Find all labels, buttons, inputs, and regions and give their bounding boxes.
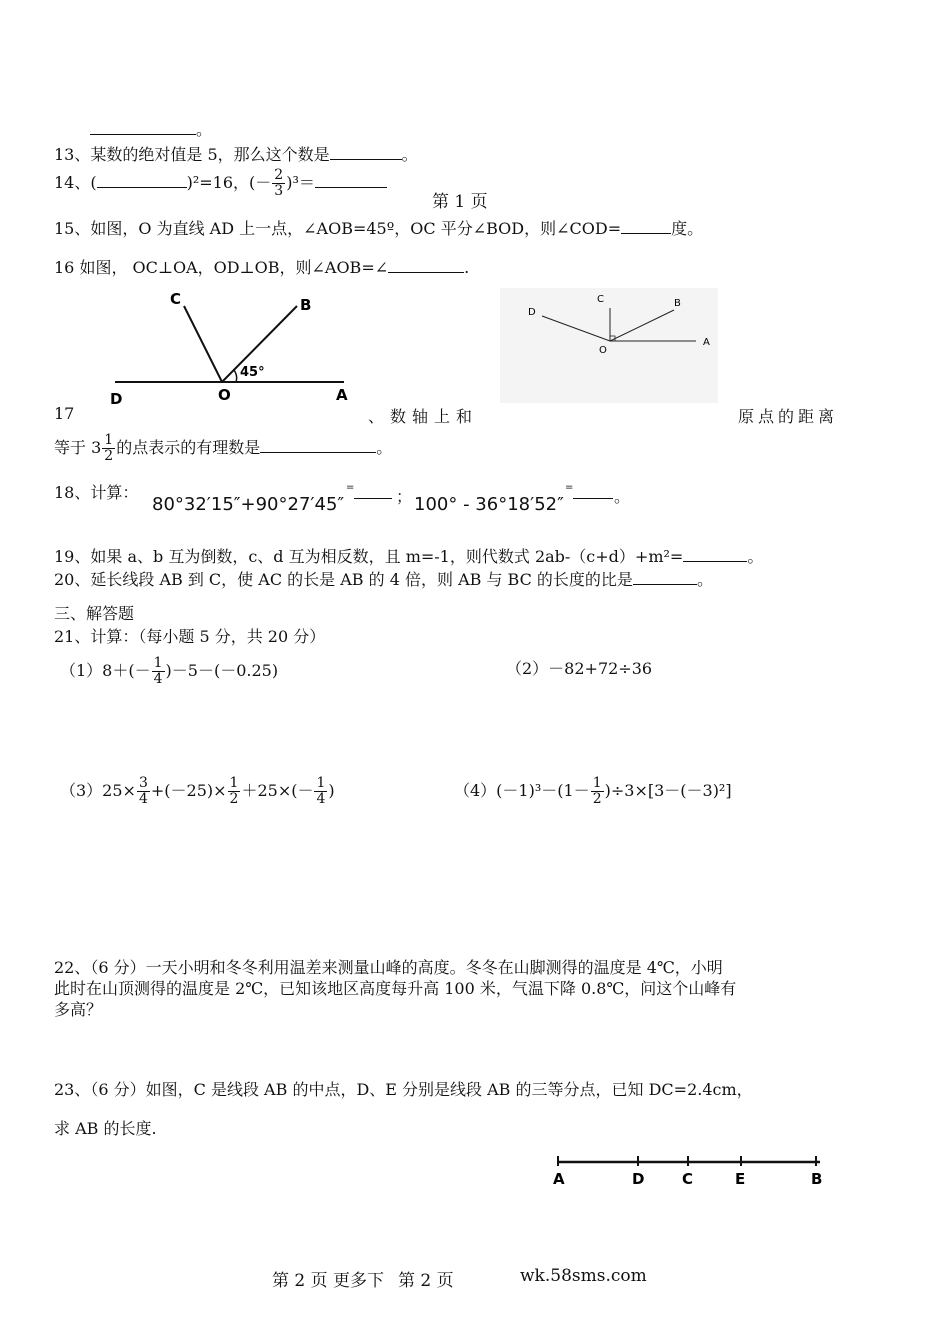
label-d: D — [110, 390, 123, 406]
answer-blank[interactable] — [260, 438, 376, 453]
answer-blank[interactable] — [633, 570, 697, 585]
label-a: A — [703, 337, 710, 348]
answer-blank-2[interactable] — [573, 484, 613, 503]
question-17-text-b: 原点的距离 — [738, 407, 839, 426]
question-17-num: 17 — [54, 404, 75, 423]
question-17-line2: 等于 3 $\frac{1}{2}$ 的点表示的有理数是 。 — [54, 432, 393, 464]
separator: ； — [396, 487, 413, 506]
question-14: 14、( )²=16，(－ $\frac{2}{3}$ )³＝ — [54, 168, 387, 199]
page-mark-1: 第 1 页 — [432, 192, 488, 212]
footer-page: 第 2 页 — [398, 1271, 454, 1291]
question-23-line1: 23、（6 分）如图，C 是线段 AB 的中点，D、E 分别是线段 AB 的三等分点，已知 DC=2.4cm， — [54, 1080, 753, 1099]
question-18-expr2: 100° - 36°18′52″ — [414, 494, 564, 515]
answer-blank-1[interactable] — [354, 484, 392, 503]
figure-q23 — [548, 1150, 838, 1190]
answer-blank[interactable] — [315, 173, 387, 188]
eq-sign: = — [346, 482, 355, 493]
question-21-4: （4）(－1)³－(1－ $\frac{1}{2}$ )÷3×[3－(－3)²] — [454, 775, 732, 807]
label-b: B — [811, 1170, 823, 1188]
label-e: E — [735, 1170, 746, 1188]
question-21-3: （3）25× $\frac{3}{4}$ +(－25)× $\frac{1}{2}$ ＋25×(－ $\frac{1}{4}$ ) — [60, 775, 335, 807]
question-19: 19、如果 a、b 互为倒数，c、d 互为相反数，且 m=-1，则代数式 2ab-（c+d）+m²= 。 — [54, 547, 764, 566]
eq-sign: = — [565, 482, 574, 493]
question-17-text-a: 、数轴上和 — [368, 407, 479, 426]
label-45: 45° — [240, 365, 265, 380]
question-16: 16 如图， OC⊥OA，OD⊥OB，则∠AOB=∠ . — [54, 258, 470, 277]
answer-blank[interactable] — [97, 173, 187, 188]
angle-arc — [234, 370, 237, 382]
label-o: O — [218, 386, 231, 404]
label-a: A — [336, 386, 348, 404]
question-18-expr1: 80°32′15″+90°27′45″ — [152, 494, 345, 515]
question-13: 13、某数的绝对值是 5，那么这个数是 。 — [54, 145, 418, 164]
fraction: $\frac{2}{3}$ — [274, 167, 284, 199]
label-o: O — [599, 345, 607, 356]
figure-background — [500, 288, 718, 403]
figure-q16 — [500, 288, 718, 403]
answer-blank[interactable] — [388, 258, 464, 273]
question-15: 15、如图，O 为直线 AD 上一点，∠AOB=45º，OC 平分∠BOD，则∠COD= 度。 — [54, 219, 704, 238]
section-title: 三、解答题 — [54, 604, 135, 623]
ray-oc — [184, 306, 222, 382]
label-d: D — [528, 307, 536, 318]
answer-blank[interactable] — [683, 547, 747, 562]
question-text: 13、某数的绝对值是 5，那么这个数是 — [54, 145, 330, 164]
footer-site-link[interactable]: wk.58sms.com — [520, 1266, 647, 1286]
label-d: D — [632, 1170, 645, 1188]
figure-q15 — [100, 286, 360, 406]
q12-tail: 。 — [90, 117, 212, 140]
question-22-line3: 多高？ — [54, 1000, 103, 1019]
label-c: C — [170, 290, 182, 308]
label-b: B — [674, 298, 681, 309]
label-a: A — [553, 1170, 565, 1188]
question-22-line1: 22、（6 分）一天小明和冬冬利用温差来测量山峰的高度。冬冬在山脚测得的温度是 4℃，小明 — [54, 958, 723, 977]
label-c: C — [682, 1170, 694, 1188]
question-22-line2: 此时在山顶测得的温度是 2℃，已知该地区高度每升高 100 米，气温下降 0.8℃，问这个山峰有 — [54, 979, 737, 998]
question-21-2: （2）－82+72÷36 — [506, 659, 653, 678]
question-23-line2: 求 AB 的长度. — [54, 1119, 157, 1138]
label-c: C — [597, 294, 604, 305]
answer-blank[interactable] — [330, 145, 402, 160]
question-21-title: 21、计算：（每小题 5 分，共 20 分） — [54, 627, 326, 646]
question-21-1: （1）8＋(－ $\frac{1}{4}$ )－5－(－0.25) — [60, 655, 279, 687]
question-18-label: 18、计算： — [54, 483, 139, 502]
label-b: B — [300, 296, 312, 314]
answer-blank[interactable] — [90, 120, 196, 135]
answer-blank[interactable] — [621, 219, 671, 234]
end-mark: 。 — [614, 487, 631, 506]
footer-left: 第 2 页 更多下 — [272, 1271, 385, 1291]
question-20: 20、延长线段 AB 到 C，使 AC 的长是 AB 的 4 倍，则 AB 与 BC 的长度的比是 。 — [54, 570, 713, 589]
